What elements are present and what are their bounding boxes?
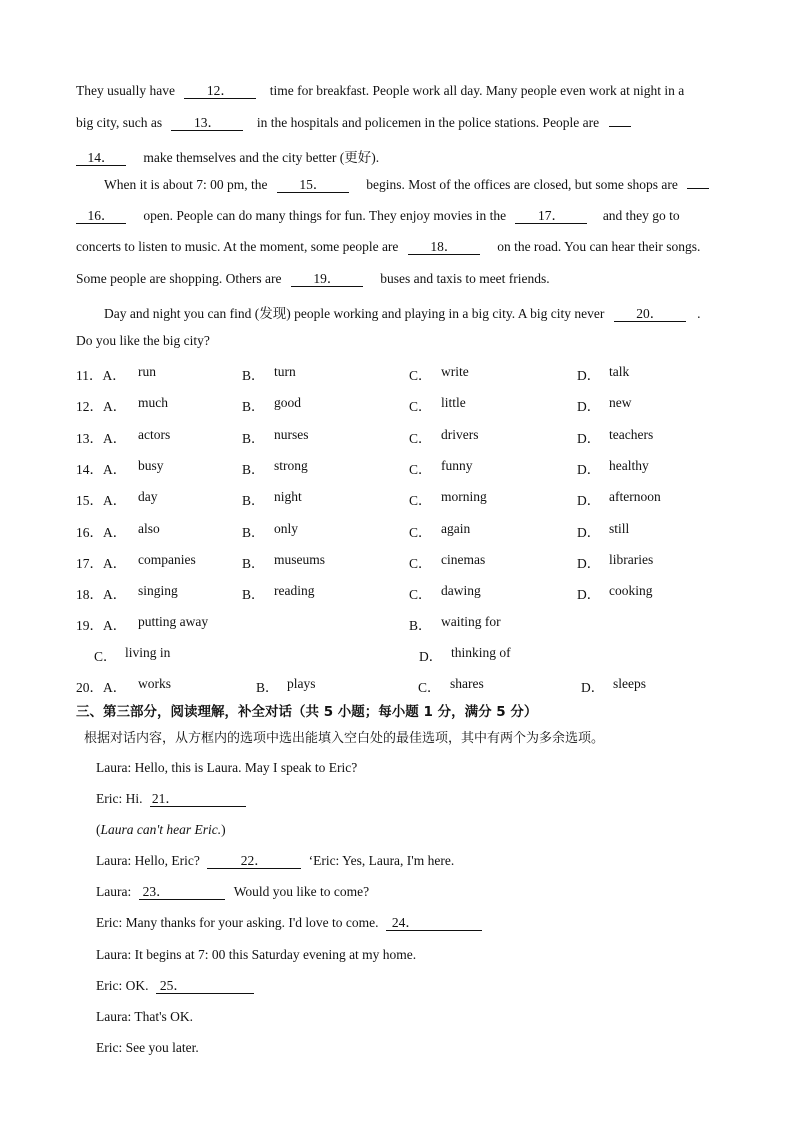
option-b[interactable]: strong [274,457,308,473]
blank-14: 14． [76,151,126,166]
passage-text: on the road. You can hear their songs. [497,239,701,254]
option-d[interactable]: teachers [609,426,654,442]
option-b[interactable]: plays [287,676,316,691]
option-d-label: D． [577,555,601,571]
question-number: 13．A． [76,430,127,446]
option-d[interactable]: still [609,520,630,536]
option-a[interactable]: putting away [138,614,209,629]
blank-18: 18． [408,240,480,255]
dialogue-line [96,884,369,900]
passage-text: and they go to [602,208,680,223]
dialogue-line [96,915,482,931]
option-c[interactable]: living in [125,645,171,660]
option-b[interactable]: waiting for [441,614,501,629]
blank-14-start [609,126,631,127]
option-a[interactable]: much [138,395,168,411]
dialogue-line: Laura: It begins at 7: 00 this Saturday evening at my home. [96,947,417,962]
option-b-label: B． [242,368,265,383]
dialogue-line: Laura: That's OK. [96,1009,194,1024]
option-d-label: D． [577,493,601,509]
dialogue-line [96,791,246,807]
passage-line [104,177,709,193]
option-c[interactable]: shares [450,676,484,691]
question-number: 20．A． [76,680,127,695]
option-b-label: B． [409,618,432,633]
option-b[interactable]: turn [274,364,296,379]
stage-direction: Laura can't hear Eric. [100,822,222,837]
option-b-label: B． [256,680,279,695]
option-a[interactable]: busy [138,457,164,473]
passage-text: concerts to listen to music. At the moment, some people are [76,239,399,254]
option-c[interactable]: little [441,395,466,411]
option-c-label: C． [409,461,432,477]
blank-13: 13． [171,116,243,131]
blank-24: 24． [386,916,482,931]
option-d[interactable]: libraries [609,551,654,567]
section-heading: 三、第三部分，阅读理解，补全对话（共 5 小题；每小题 1 分，满分 5 分） [76,704,538,720]
dialogue-line [96,978,254,994]
question-number: 11．A． [76,368,126,383]
question-number: 17．A． [76,555,127,571]
option-c[interactable]: write [441,364,469,379]
option-a[interactable]: actors [138,426,171,442]
passage-text: in the hospitals and policemen in the police stations. People are [256,115,600,130]
option-b[interactable]: museums [274,551,326,567]
dialogue-line: Laura: Hello, this is Laura. May I speak to Eric? [96,760,358,775]
passage-text: begins. Most of the offices are closed, but some shops are [366,177,678,192]
blank-22: 22． [207,854,301,869]
dialogue-text: Eric: Hi. [96,791,143,806]
passage-line [76,115,631,131]
dialogue-line [96,853,454,869]
passage-line [76,333,210,349]
option-c-label: C． [409,587,432,603]
option-a[interactable]: works [138,676,171,691]
question-number: 18．A． [76,587,127,603]
blank-21: 21． [150,792,246,807]
option-d-label: D． [577,368,601,383]
option-c-label: C． [418,680,441,695]
passage-line [76,208,680,224]
dialogue-text: Eric: OK. [96,978,149,993]
question-number: 14．A． [76,461,127,477]
option-c[interactable]: morning [441,489,487,505]
question-number: 16．A． [76,524,127,540]
option-d[interactable]: thinking of [451,645,511,660]
blank-12: 12． [184,84,256,99]
option-a[interactable]: day [138,489,158,505]
option-b[interactable]: nurses [274,426,309,442]
option-b-label: B． [242,399,265,415]
option-b[interactable]: night [274,489,302,505]
dialogue-text: Eric: Many thanks for your asking. I'd love to come. [96,915,379,930]
option-d-label: D． [419,649,443,664]
option-d-label: D． [577,461,601,477]
option-c[interactable]: cinemas [441,551,486,567]
option-b[interactable]: good [274,395,301,411]
option-c-label: C． [409,399,432,415]
passage-text: Do you like the big city? [76,333,210,348]
blank-23: 23． [139,885,225,900]
option-b[interactable]: only [274,520,299,536]
option-d[interactable]: healthy [609,457,649,473]
passage-line [76,239,700,255]
passage-line [104,302,701,322]
passage-text: They usually have [76,83,175,98]
dialogue-line: (Laura can't hear Eric.) [96,822,226,837]
passage-text: Day and night you can find (发现) people working and playing in a big city. A big city never [104,306,605,321]
passage-line [76,146,379,166]
option-b-label: B． [242,587,265,603]
option-c-label: C． [409,524,432,540]
dialogue-text: ‘Eric: Yes, Laura, I'm here. [308,853,455,868]
section-instructions: 根据对话内容，从方框内的选项中选出能填入空白处的最佳选项，其中有两个为多余选项。 [84,731,605,746]
passage-period: . [697,306,701,321]
option-d-label: D． [577,430,601,446]
option-d-label: D． [577,587,601,603]
option-a[interactable]: companies [138,551,196,567]
option-b-label: B． [242,493,265,509]
blank-19: 19． [291,272,363,287]
dialogue-text: Would you like to come? [233,884,370,899]
blank-25: 25． [156,979,254,994]
option-c[interactable]: dawing [441,583,481,599]
option-b-label: B． [242,555,265,571]
option-c-label: C． [409,555,432,571]
option-d-label: D． [581,680,605,695]
passage-line [76,83,684,99]
blank-17: 17． [515,209,587,224]
option-a[interactable]: also [138,520,160,536]
option-d[interactable]: cooking [609,583,653,599]
passage-line [76,271,550,287]
option-d-label: D． [577,399,601,415]
blank-16-start [687,188,709,189]
option-c-label: C． [409,493,432,509]
option-a[interactable]: run [138,364,156,379]
dialogue-text: Laura: Hello, Eric? [96,853,200,868]
option-d[interactable]: new [609,395,632,411]
option-b-label: B． [242,524,265,540]
passage-text: buses and taxis to meet friends. [380,271,550,286]
option-d[interactable]: afternoon [609,489,661,505]
passage-text: big city, such as [76,115,163,130]
option-c[interactable]: again [441,520,471,536]
passage-text: open. People can do many things for fun. They enjoy movies in the [143,208,507,223]
option-c-label: C． [94,649,117,664]
option-c-label: C． [409,368,432,383]
passage-text: make themselves and the city better (更好). [143,150,380,165]
question-number: 12．A． [76,399,127,415]
option-d[interactable]: sleeps [613,676,646,691]
option-d[interactable]: talk [609,364,630,379]
passage-text: When it is about 7: 00 pm, the [104,177,268,192]
blank-20: 20． [614,307,686,322]
question-number: 19．A． [76,618,127,633]
dialogue-line: Eric: See you later. [96,1040,199,1055]
passage-text: Some people are shopping. Others are [76,271,282,286]
option-d-label: D． [577,524,601,540]
dialogue-text: Laura: [96,884,132,899]
option-b[interactable]: reading [274,583,315,599]
option-b-label: B． [242,430,265,446]
option-b-label: B． [242,461,265,477]
question-number: 15．A． [76,493,127,509]
option-c[interactable]: funny [441,457,473,473]
blank-15: 15． [277,178,349,193]
blank-16: 16． [76,209,126,224]
option-a[interactable]: singing [138,583,178,599]
option-c[interactable]: drivers [441,426,479,442]
option-c-label: C． [409,430,432,446]
passage-text: time for breakfast. People work all day. Many people even work at night in a [269,83,685,98]
